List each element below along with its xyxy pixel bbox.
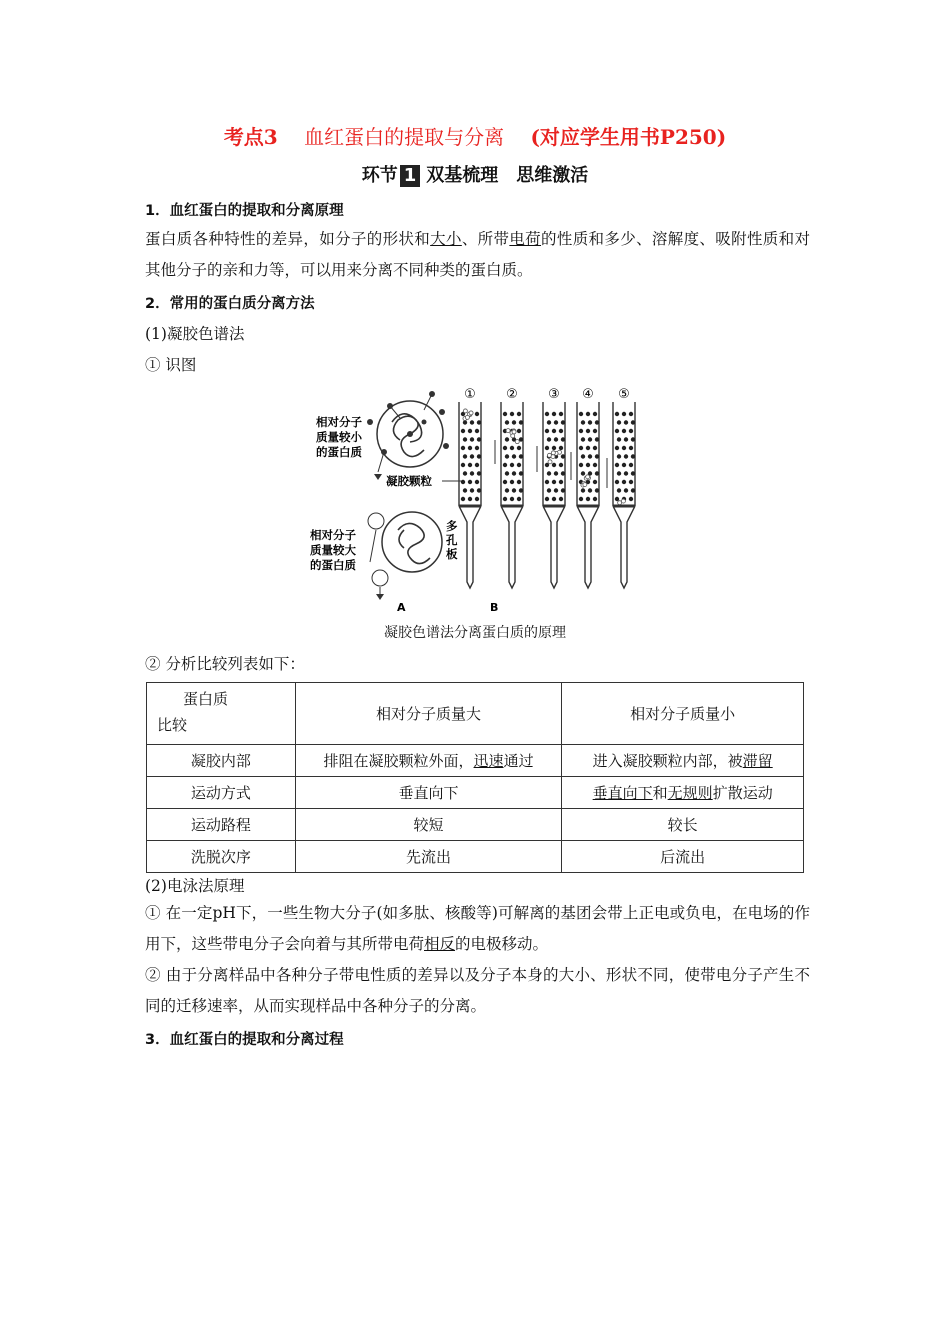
protein-particle — [469, 411, 473, 415]
gel-bead — [586, 463, 590, 467]
corner-bottom: 比较 — [157, 715, 188, 734]
label-a: A — [397, 601, 406, 614]
gel-bead — [475, 497, 479, 501]
gel-bead — [631, 488, 635, 492]
label-gel-bead: 凝胶颗粒 — [386, 474, 432, 488]
col-header-small: 相对分子质量小 — [562, 683, 804, 745]
gel-bead — [552, 480, 556, 484]
heading-2: 2．常用的蛋白质分离方法 — [145, 296, 315, 312]
gel-bead — [461, 429, 465, 433]
table-row — [147, 809, 804, 841]
gel-bead — [629, 463, 633, 467]
gel-bead — [519, 420, 523, 424]
underlined-text: 迅速 — [473, 752, 504, 770]
subheading-gel: (1)凝胶色谱法 — [145, 325, 245, 343]
gel-bead — [622, 446, 626, 450]
gel-bead — [503, 412, 507, 416]
gel-bead — [468, 480, 472, 484]
protein-particle — [465, 415, 469, 419]
gel-bead — [624, 471, 628, 475]
gel-bead — [468, 446, 472, 450]
gel-bead — [559, 412, 563, 416]
gel-bead — [470, 454, 474, 458]
gel-bead — [517, 429, 521, 433]
gel-bead — [554, 471, 558, 475]
text: 的电极移动。 — [455, 935, 549, 953]
gel-bead — [503, 480, 507, 484]
text: 、所带 — [461, 230, 510, 248]
cell: 后流出 — [562, 841, 804, 873]
heading-1: 1．血红蛋白的提取和分离原理 — [145, 203, 344, 219]
gel-bead — [593, 446, 597, 450]
label-plate-2: 孔 — [446, 533, 458, 547]
gel-bead — [617, 454, 621, 458]
title-main: 血红蛋白的提取与分离 — [304, 125, 505, 149]
label-small-protein-3: 的蛋白质 — [316, 445, 362, 459]
gel-bead — [517, 446, 521, 450]
cell — [562, 745, 804, 777]
page-title — [0, 121, 950, 150]
item-table: ② 分析比较列表如下： — [145, 655, 305, 673]
gel-bead — [461, 463, 465, 467]
label-plate-3: 板 — [446, 547, 458, 561]
tube-outlet — [459, 506, 481, 588]
gel-bead — [622, 463, 626, 467]
underlined-text: 无规则 — [667, 784, 713, 802]
gel-bead — [615, 497, 619, 501]
gel-bead — [552, 446, 556, 450]
gel-bead — [517, 480, 521, 484]
table-corner-cell — [147, 683, 296, 745]
gel-bead — [593, 412, 597, 416]
gel-bead — [586, 429, 590, 433]
gel-bead — [561, 437, 565, 441]
gel-bead — [461, 480, 465, 484]
gel-bead — [554, 420, 558, 424]
underlined-text: 电荷 — [509, 230, 542, 248]
gel-bead — [477, 454, 481, 458]
tube-number: ④ — [582, 387, 594, 402]
gel-bead — [559, 480, 563, 484]
underlined-text: 相反 — [424, 935, 456, 953]
gel-bead — [624, 488, 628, 492]
label-small-protein-1: 相对分子 — [316, 415, 362, 429]
gel-bead — [470, 488, 474, 492]
protein-particle — [512, 430, 516, 434]
section-heading — [0, 161, 950, 187]
text: ① 在一定pH下，一些生物大分子(如多肽、核酸等)可解离的基团会带上正电或负电，在电场的作用下，这些带电分子会向着与其所带电荷 — [145, 904, 810, 953]
gel-bead — [624, 454, 628, 458]
gel-bead — [554, 437, 558, 441]
gel-bead — [622, 429, 626, 433]
gel-bead — [624, 437, 628, 441]
gel-bead — [588, 420, 592, 424]
gel-bead — [552, 412, 556, 416]
gel-bead — [593, 497, 597, 501]
gel-bead — [463, 454, 467, 458]
gel-bead — [615, 480, 619, 484]
protein-particle — [548, 460, 552, 464]
gel-bead — [545, 412, 549, 416]
cell: 较短 — [295, 809, 562, 841]
label-plate-1: 多 — [446, 519, 458, 533]
gel-bead — [561, 488, 565, 492]
gel-bead — [586, 497, 590, 501]
heading-3: 3．血红蛋白的提取和分离过程 — [145, 1032, 344, 1048]
gel-bead — [545, 446, 549, 450]
gel-bead — [631, 454, 635, 458]
gel-bead — [552, 463, 556, 467]
section-part1: 环节 — [361, 165, 398, 186]
protein-particle — [511, 434, 515, 438]
gel-bead — [470, 471, 474, 475]
gel-bead — [475, 446, 479, 450]
gel-bead — [624, 420, 628, 424]
text: 扩散运动 — [712, 784, 773, 802]
subheading-electrophoresis: (2)电泳法原理 — [145, 877, 245, 895]
gel-bead — [475, 412, 479, 416]
gel-bead — [579, 446, 583, 450]
gel-bead — [615, 412, 619, 416]
tube-number: ③ — [548, 387, 560, 402]
tube-outlet — [501, 506, 523, 588]
cell: 垂直向下 — [295, 777, 562, 809]
figure-caption: 凝胶色谱法分离蛋白质的原理 — [384, 625, 566, 641]
gel-bead — [477, 437, 481, 441]
gel-bead — [510, 446, 514, 450]
gel-bead — [593, 463, 597, 467]
gel-bead — [581, 488, 585, 492]
cell: 较长 — [562, 809, 804, 841]
tube-outlet — [613, 506, 635, 588]
label-large-protein-1: 相对分子 — [310, 528, 356, 542]
gel-bead — [470, 437, 474, 441]
gel-bead — [615, 429, 619, 433]
protein-particle — [586, 475, 590, 479]
protein-particle — [551, 455, 555, 459]
gel-bead — [595, 471, 599, 475]
gel-bead — [552, 497, 556, 501]
item-figure: ① 识图 — [145, 356, 197, 374]
gel-bead — [629, 446, 633, 450]
gel-bead — [595, 420, 599, 424]
gel-bead — [517, 463, 521, 467]
section-number-badge: 1 — [400, 165, 421, 187]
gel-bead — [477, 471, 481, 475]
gel-bead — [545, 429, 549, 433]
gel-bead — [503, 497, 507, 501]
gel-bead — [547, 420, 551, 424]
row-label: 运动方式 — [147, 777, 296, 809]
gel-bead — [629, 429, 633, 433]
gel-bead — [579, 429, 583, 433]
gel-bead — [595, 488, 599, 492]
gel-bead — [477, 488, 481, 492]
title-prefix: 考点3 — [223, 125, 278, 149]
gel-bead — [559, 497, 563, 501]
gel-bead — [547, 437, 551, 441]
gel-bead — [581, 420, 585, 424]
gel-bead — [512, 471, 516, 475]
gel-bead — [631, 420, 635, 424]
gel-bead — [617, 420, 621, 424]
gel-bead — [617, 437, 621, 441]
gel-bead — [475, 463, 479, 467]
gel-bead — [615, 463, 619, 467]
section-part2: 双基梳理 思维激活 — [426, 165, 589, 186]
title-ref: (对应学生用书P250) — [530, 125, 727, 149]
table-row — [147, 841, 804, 873]
gel-bead — [617, 471, 621, 475]
paragraph-principle — [145, 224, 810, 286]
label-small-protein-2: 质量较小 — [316, 430, 362, 444]
paragraph-electrophoresis-1 — [145, 898, 810, 960]
gel-bead — [552, 429, 556, 433]
text: 的性质和多少、溶解度、吸附性质和对其他分子的亲和力等，可以用来分离不同种类的蛋白质。 — [145, 230, 810, 279]
text: 进入凝胶颗粒内部，被 — [592, 752, 743, 770]
row-label: 凝胶内部 — [147, 745, 296, 777]
gel-bead — [631, 471, 635, 475]
gel-bead — [510, 497, 514, 501]
gel-bead — [586, 412, 590, 416]
gel-bead — [559, 463, 563, 467]
gel-bead — [615, 446, 619, 450]
gel-bead — [559, 429, 563, 433]
label-b: B — [490, 601, 499, 614]
gel-bead — [579, 463, 583, 467]
underlined-text: 滞留 — [742, 752, 773, 770]
gel-bead — [545, 480, 549, 484]
protein-particle — [583, 483, 587, 487]
gel-bead — [461, 497, 465, 501]
gel-bead — [461, 446, 465, 450]
tube-number: ① — [464, 387, 476, 402]
gel-bead — [631, 437, 635, 441]
gel-bead — [581, 471, 585, 475]
gel-bead — [622, 480, 626, 484]
underlined-text: 大小 — [430, 230, 462, 248]
protein-particle — [515, 440, 519, 444]
gel-bead — [463, 488, 467, 492]
cell — [295, 745, 562, 777]
text: 和 — [652, 784, 668, 802]
gel-bead — [629, 412, 633, 416]
text: 蛋白质各种特性的差异，如分子的形状和 — [145, 230, 431, 248]
gel-bead — [505, 437, 509, 441]
gel-bead — [505, 488, 509, 492]
gel-bead — [588, 488, 592, 492]
gel-bead — [519, 488, 523, 492]
paragraph-electrophoresis-2: ② 由于分离样品中各种分子带电性质的差异以及分子本身的大小、形状不同，使带电分子产生不同的迁移速率，从而实现样品中各种分子的分离。 — [145, 966, 810, 1015]
gel-bead — [581, 437, 585, 441]
gel-bead — [579, 497, 583, 501]
text: 通过 — [503, 752, 534, 770]
label-large-protein-2: 质量较大 — [310, 543, 356, 557]
gel-bead — [505, 471, 509, 475]
gel-bead — [468, 429, 472, 433]
gel-bead — [475, 480, 479, 484]
gel-bead — [629, 480, 633, 484]
gel-bead — [505, 454, 509, 458]
gel-bead — [588, 454, 592, 458]
table-header-row — [147, 683, 804, 745]
gel-bead — [554, 488, 558, 492]
comparison-table — [146, 682, 804, 873]
gel-bead — [629, 497, 633, 501]
protein-particle — [463, 409, 467, 413]
gel-bead — [503, 446, 507, 450]
protein-particle — [551, 451, 555, 455]
cell — [562, 777, 804, 809]
row-label: 运动路程 — [147, 809, 296, 841]
gel-bead — [593, 429, 597, 433]
gel-bead — [617, 488, 621, 492]
tube-number: ② — [506, 387, 518, 402]
gel-bead — [517, 497, 521, 501]
table-row — [147, 777, 804, 809]
gel-bead — [622, 412, 626, 416]
gel-bead — [468, 497, 472, 501]
tube-number: ⑤ — [618, 387, 630, 402]
column-tubes — [459, 387, 635, 588]
gel-bead — [519, 471, 523, 475]
gel-bead — [475, 429, 479, 433]
protein-particle — [506, 429, 510, 433]
gel-bead — [470, 420, 474, 424]
gel-bead — [463, 437, 467, 441]
gel-bead — [586, 446, 590, 450]
gel-bead — [593, 480, 597, 484]
gel-bead — [510, 480, 514, 484]
gel-bead — [519, 454, 523, 458]
gel-bead — [503, 463, 507, 467]
gel-bead — [561, 420, 565, 424]
gel-bead — [581, 454, 585, 458]
gel-bead — [545, 497, 549, 501]
label-large-protein-3: 的蛋白质 — [310, 558, 356, 572]
underlined-text: 垂直向下 — [592, 784, 653, 802]
gel-bead — [547, 488, 551, 492]
gel-bead — [547, 471, 551, 475]
col-header-large: 相对分子质量大 — [295, 683, 562, 745]
row-label: 洗脱次序 — [147, 841, 296, 873]
gel-bead — [510, 463, 514, 467]
protein-particle — [621, 499, 625, 503]
gel-bead — [468, 463, 472, 467]
gel-bead — [517, 412, 521, 416]
table-row — [147, 745, 804, 777]
gel-bead — [561, 471, 565, 475]
gel-bead — [595, 437, 599, 441]
gel-bead — [559, 446, 563, 450]
gel-bead — [505, 420, 509, 424]
gel-bead — [512, 420, 516, 424]
gel-bead — [463, 420, 467, 424]
gel-bead — [477, 420, 481, 424]
text: 排阻在凝胶颗粒外面， — [323, 752, 474, 770]
gel-bead — [595, 454, 599, 458]
tube-outlet — [577, 506, 599, 588]
corner-top: 蛋白质 — [183, 689, 229, 708]
cell: 先流出 — [295, 841, 562, 873]
gel-bead — [588, 437, 592, 441]
tube-outlet — [543, 506, 565, 588]
gel-bead — [512, 488, 516, 492]
gel-bead — [510, 412, 514, 416]
gel-bead — [512, 454, 516, 458]
gel-bead — [463, 471, 467, 475]
gel-bead — [561, 454, 565, 458]
gel-chromatography-figure — [300, 382, 660, 614]
gel-bead — [579, 412, 583, 416]
